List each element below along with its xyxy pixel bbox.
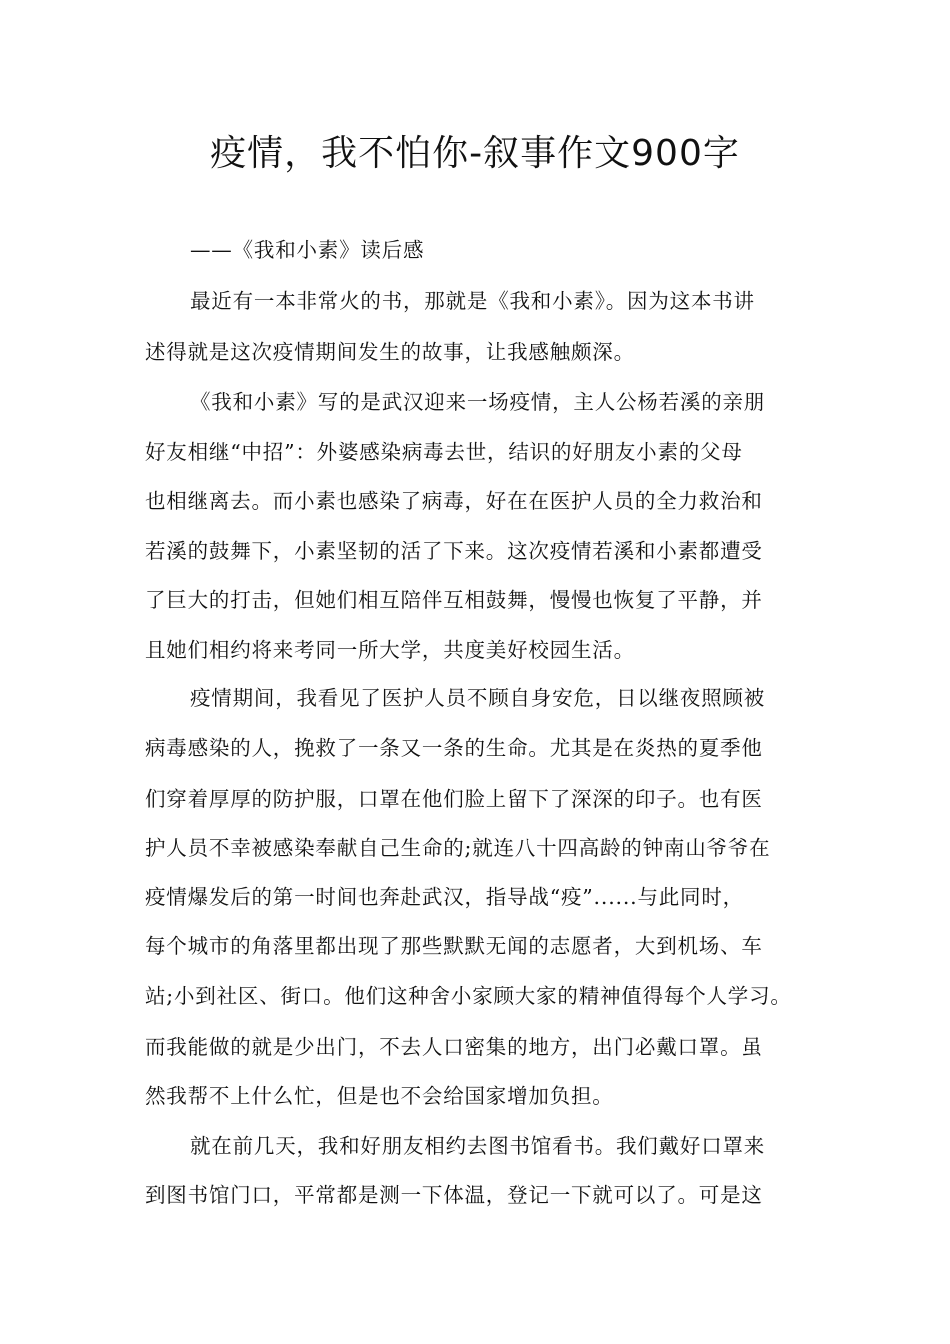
paragraph-line: 每个城市的角落里都出现了那些默默无闻的志愿者，大到机场、车: [145, 934, 763, 958]
paragraph-line: 最近有一本非常火的书，那就是《我和小素》。因为这本书讲: [190, 289, 755, 313]
paragraph-line: 站;小到社区、街口。他们这种舍小家顾大家的精神值得每个人学习。: [145, 984, 792, 1008]
paragraph-line: 《我和小素》写的是武汉迎来一场疫情，主人公杨若溪的亲朋: [190, 390, 766, 414]
paragraph-line: 且她们相约将来考同一所大学，共度美好校园生活。: [145, 638, 635, 662]
document-title: 疫情，我不怕你-叙事作文900字: [210, 133, 740, 174]
paragraph-line: 们穿着厚厚的防护服，口罩在他们脸上留下了深深的印子。也有医: [145, 787, 763, 811]
paragraph-line: 疫情期间，我看见了医护人员不顾自身安危，日以继夜照顾被: [190, 686, 766, 710]
paragraph-line: 述得就是这次疫情期间发生的故事，让我感触颇深。: [145, 340, 635, 364]
paragraph-line: 而我能做的就是少出门，不去人口密集的地方，出门必戴口罩。虽: [145, 1035, 763, 1059]
paragraph-line: 好友相继“中招”：外婆感染病毒去世，结识的好朋友小素的父母: [145, 440, 743, 464]
paragraph-line: 疫情爆发后的第一时间也奔赴武汉，指导战“疫”......与此同时，: [145, 885, 744, 909]
paragraph-line: 到图书馆门口，平常都是测一下体温，登记一下就可以了。可是这: [145, 1183, 763, 1207]
paragraph-line: 就在前几天，我和好朋友相约去图书馆看书。我们戴好口罩来: [190, 1134, 766, 1158]
paragraph-line: 也相继离去。而小素也感染了病毒，好在在医护人员的全力救治和: [145, 489, 763, 513]
paragraph-line: 了巨大的打击，但她们相互陪伴互相鼓舞，慢慢也恢复了平静，并: [145, 588, 763, 612]
paragraph-line: 病毒感染的人，挽救了一条又一条的生命。尤其是在炎热的夏季他: [145, 736, 763, 760]
paragraph-line: 然我帮不上什么忙，但是也不会给国家增加负担。: [145, 1084, 614, 1108]
paragraph-line: 护人员不幸被感染奉献自己生命的;就连八十四高龄的钟南山爷爷在: [145, 836, 771, 860]
paragraph-line: 若溪的鼓舞下，小素坚韧的活了下来。这次疫情若溪和小素都遭受: [145, 539, 763, 563]
subtitle-line: ——《我和小素》读后感: [190, 238, 425, 262]
